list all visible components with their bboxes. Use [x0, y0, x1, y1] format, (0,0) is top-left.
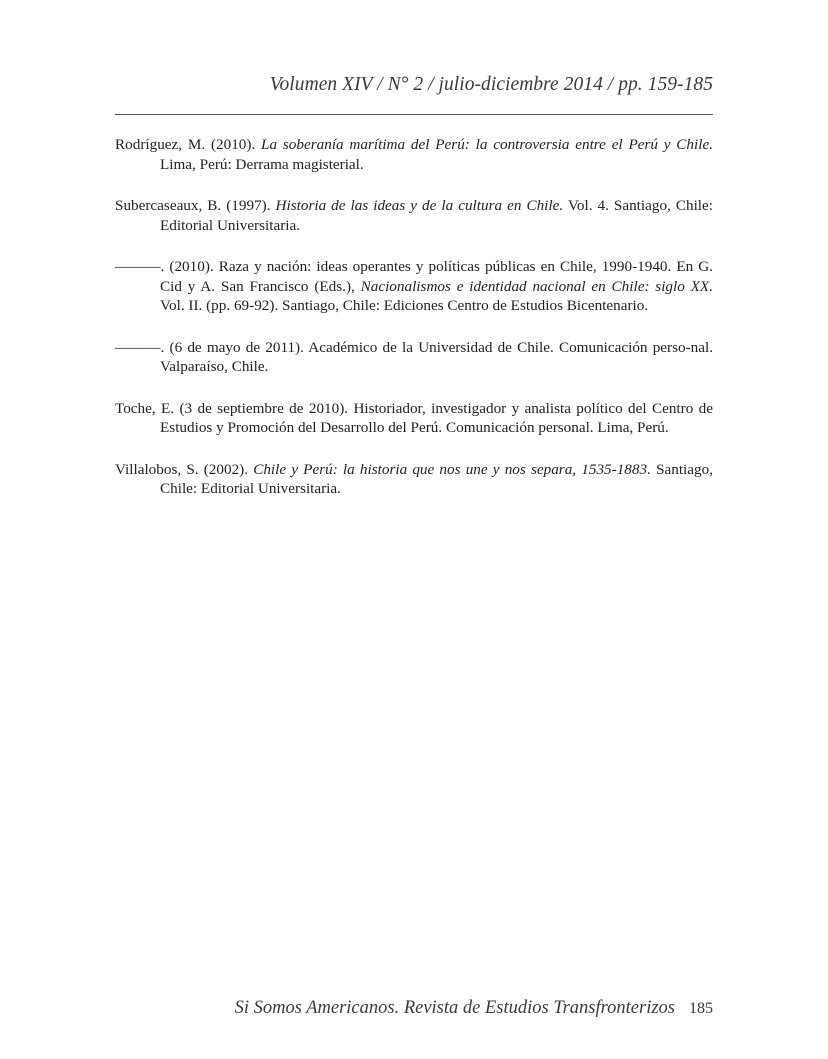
ref-text: ———. (6 de mayo de 2011). Académico de la Universidad de Chile. Comunicación perso-nal. Valparaíso, Chile. [115, 338, 713, 375]
reference-entry [115, 338, 713, 377]
page-footer [115, 998, 713, 1019]
ref-text: Vol. 4. Santiago, Chile: Editorial Universitaria. [160, 197, 713, 234]
page-number: 185 [689, 1000, 713, 1017]
ref-title: Nacionalismos e identidad nacional en Chile: siglo XX. [360, 277, 713, 295]
reference-entry [115, 460, 713, 499]
ref-title: Chile y Perú: la historia que nos une y nos separa, 1535-1883. [253, 460, 651, 478]
running-head: Volumen XIV / N° 2 / julio-diciembre 2014 / pp. 159-185 [269, 74, 713, 95]
ref-text: ———. (2010). Raza y nación: ideas operantes y políticas públicas en Chile, 1990-1940. En G. Cid y A. San Francisco (Eds.), [115, 258, 713, 295]
header-rule [115, 114, 713, 115]
reference-entry [115, 257, 713, 316]
ref-text: Vol. II. (pp. 69-92). Santiago, Chile: Ediciones Centro de Estudios Bicentenario. [160, 297, 649, 314]
ref-text: Villalobos, S. (2002). [115, 460, 254, 478]
ref-text: Rodríguez, M. (2010). [115, 136, 262, 153]
ref-title: La soberanía marítima del Perú: la controversia entre el Perú y Chile. [261, 136, 714, 153]
reference-entry [115, 196, 713, 235]
reference-list [115, 135, 713, 521]
ref-text: Subercaseaux, B. (1997). [115, 197, 276, 214]
reference-entry [115, 135, 713, 174]
reference-entry [115, 399, 713, 438]
ref-text: Santiago, Chile: Editorial Universitaria. [160, 460, 713, 497]
ref-text: Lima, Perú: Derrama magisterial. [160, 155, 364, 173]
journal-title: Si Somos Americanos. Revista de Estudios Transfronterizos [234, 998, 675, 1018]
ref-title: Historia de las ideas y de la cultura en Chile. [275, 197, 564, 214]
ref-text: Toche, E. (3 de septiembre de 2010). Historiador, investigador y analista político del Centro de Estudios y Promoción del Desarrollo del Perú. Comunicación personal. Lima, Perú. [115, 399, 713, 436]
